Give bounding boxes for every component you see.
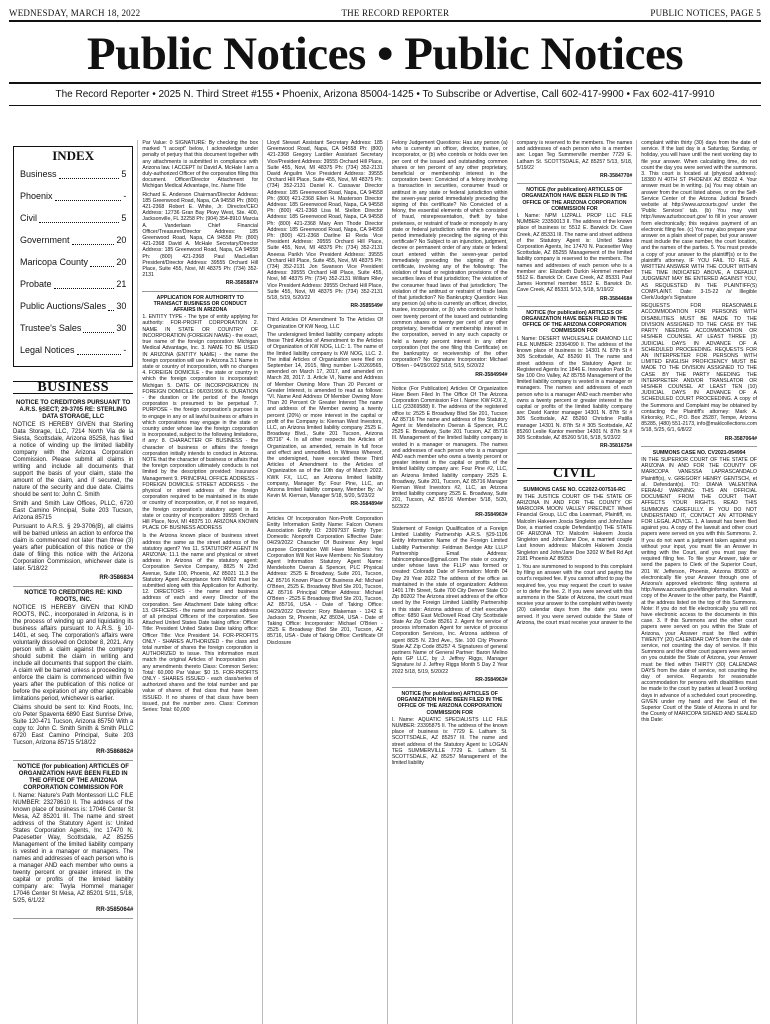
notice-heading: APPLICATION FOR AUTHORITY TO TRANSACT BUSINESS OR CONDUCT AFFAIRS IN ARIZONA — [153, 294, 247, 314]
masthead: Public Notices • Public Notices — [86, 28, 684, 80]
notices-col5 — [517, 140, 633, 626]
notice-divider — [13, 760, 133, 761]
section-title-business: BUSINESS — [13, 381, 133, 394]
notice-text: IN THE SUPERIOR COURT OF THE STATE OF ARIZONA IN AND FOR THE COUNTY OF MARICOPA VANESSA LAPRASCANDALO Plaintiff(s), v. GREGORY HENRY GENTSCH, et al. Defendant(s). TO: DIANA VALENTINA FERAHU WARNING: THIS AN OFFICIAL DOCUMENT FROM THE COURT THAT AFFECTS YOUR RIGHTS. READ THIS SUMMONS CAREFULLY. IF YOU DO NOT UNDERSTAND IT, CONTACT AN ATTORNEY FOR LEGAL ADVICE. 1. A lawsuit has been filed against you. A copy of the lawsuit and other court papers were served on you with this Summons. 2. If you do not want a judgment taken against you without your input, you must file an Answer in writing with the Court, and you must pay the required filing fee. To file your Answer, take or send the papers to Clerk of the Superior Court, 201 W. Jefferson, Phoenix, Arizona 85003 or electronically file your Answer through one of Arizona's approved electronic filing systems at http://www.azcourts.gov/efilinginformation. Mail a copy of the Answer to the other party, the Plaintiff, at the address listed on the top of this Summons. Note: If you do not file electronically you will not have electronic access to the documents in this case. 3. If this Summons and the other court papers were served on you within the State of Arizona, your Answer must be filed within TWENTY (20) CALENDAR DAYS from the date of service, not counting the day of service. If this Summons and the other court papers were served on you outside the State of Arizona, your Answer must be filed within THIRTY (30) CALENDAR DAYS from the date of service, not counting the day of service. Requests for reasonable accommodation for persons with disabilities must be made to the court by parties at least 3 working days in advance of a scheduled court proceeding. GIVEN under my hand and the Seal of the Superior Court of the State of Arizona in and for the County of MARICOPA SIGNED AND SEALED this Date: — [641, 456, 758, 724]
index-leader-dots — [39, 207, 119, 223]
notices-col3 — [267, 140, 383, 646]
notice-heading: NOTICE (for publication) ARTICLES OF ORGANIZATION HAVE BEEN FILED IN THE OFFICE OF THE ARIZONA CORPORATION COMMISSION FOR — [521, 309, 628, 335]
index-row — [20, 251, 126, 273]
index-page-number: 20 — [116, 257, 127, 267]
contact-rule — [9, 105, 761, 106]
index-leader-dots — [90, 251, 114, 267]
index-page-number: - — [123, 191, 127, 201]
index-page-number: 20 — [116, 235, 127, 245]
notice-text: Articles Of Incorporation Non-Profit Corporation Entity Information Entity Name: Falcon Owners Association Entity ID: 23097937 Entity Type: Domestic Nonprofit Corporation Effective Date: 04/29/2022 Character Of Business: Any legal purpose Corporation Will Have Members: Yes Corporation Will Not Have Members: No Statutory Agent Information Statutory Agent Name: Mendelsohn Oseran & Spencer, PLC Physical Address: 2525 E Broadway, Suite 201, Tucson, AZ 85716 Known Place Of Business Ad: Michael O'Brien, 2525 E. Broadway Blvd Ste 201, Tucson, AZ 85716 Principal Officer Address: Michael O'Brien - 2525 E Broadway Blvd Ste 201, Tucson, AZ 85716, USA - Date of Taking Office: 04/29/2022 Director: Rory Blakeman - 1242 E Jackson St, Phoenix, AZ 85034, USA - Date of Taking Office: Incorporator: Michael O'Brien - 2525 E Broadway Blvd Ste 201, Tucson, AZ 85716, USA - Date of Taking Office: Certificate Of Disclosure — [267, 515, 383, 646]
index-leader-dots — [83, 317, 114, 333]
notice-heading: NOTICE (for publication) ARTICLES OF ORGANIZATION HAVE BEEN FILED IN THE OFFICE OF THE ARIZONA CORPORATION COMMISSION FOR — [17, 764, 129, 791]
notice-text: 1. ENTITY TYPE - The type of entity applying for authority: FOR-PROFIT CORPORATION 2. NAME IN STATE OR COUNTRY OF INCORPORATION (FOREIGN NAME) - the exact, true name of the foreign corporation: Michigan Medical Advantage, Inc. 3. NAME TO BE USED IN ARIZONA (ENTITY NAME) - the name the foreign corporation will use in Arizona 3.1 Name in state or country of incorporation, with no changes 4. FOREIGN DOMICILE - the state or country in which the foreign corporation is incorporated: Michigan 5. DATE OF INCORPORATION IN FOREIGN DOMICILE: 06/03/1996 6. DURATION - the duration or life period of the foreign corporation is presumed to be perpetual 7. PURPOSE - the foreign corporation's purpose is to engage in any or all lawful business or affairs in which corporations may engage in the state or country under whose law the foreign corporation is incorporated, subject to the following limitations, if any: 8. CHARACTER OF BUSINESS - the character of business or affairs the foreign corporation initially intends to conduct in Arizona. NOTE that the character of business or affairs that the foreign corporation ultimately conducts is not limited by the description provided: Insurance Management 9. PRINCIPAL OFFICE ADDRESS - FOREIGN DOMICILE STREET ADDRESS - the physical or street address of the foreign corporation required to be maintained in its state or country of incorporation, or, if not so required, the foreign corporation's statutory agent in its state or country of incorporation: 39555 Orchard Hill Place, Novi, MI 48375 10. ARIZONA KNOWN PLACE OF BUSINESS ADDRESS — [142, 314, 259, 532]
column-3 — [263, 140, 388, 1024]
index-page-number: 30 — [116, 301, 127, 311]
notice-divider — [517, 453, 633, 454]
notice-divider — [142, 291, 258, 292]
notice-heading: NOTICE TO CREDITORS RE: KIND ROOTS, INC. — [24, 590, 123, 603]
notices-col4 — [392, 140, 508, 767]
notice-divider — [267, 313, 383, 314]
contact-line: The Record Reporter • 2025 N. Third Street #155 • Phoenix, Arizona 85004-1425 • To Subscribe or Advertise, Call 602-417-9900 • Fax 602-417-9910 — [55, 89, 715, 100]
notice-code: RR-3584468# — [599, 295, 633, 302]
notice-code: RR-3585064# — [96, 907, 134, 913]
index-row — [20, 163, 126, 185]
notice-divider — [392, 522, 508, 523]
notice-divider — [641, 446, 757, 447]
index-label: Public Auctions/Sales — [20, 301, 107, 311]
section-title-civil: CIVIL — [517, 468, 633, 480]
notice-code: RR-3585549# — [350, 303, 383, 310]
index-row — [20, 317, 126, 339]
notice-code: RR-3586862# — [96, 749, 134, 755]
notice-text: Lloyd Stewart Assistant Secretary Address: 185 Greenwood Road, Napa, CA 94558 Ph: (800) 421-2368 Gregory Lardiier Assistant Secretary Vice/President Address: 39555 Orchard Hill Place, Suite 455, Novi, MI 48375 Ph: (734) 352-2131 David Anguilm Vice President Address: 39555 Orchard Hill Place, Suite 455, Novi, MI 48375 Ph: (734) 352-2131 Daniel K. Cassavar Director Address: 185 Greenwood Road, Napa, CA 94558 Ph: (800) 421-2368 Ellen H. Masterson Director Address: 185 Greenwood Road, Napa, CA 94558 Ph: (800) 421-2368 Lisa M. Stellon Director Address: 185 Greenwood Road, Napa, CA 94558 Ph: (800) 421-2368 Mary Ann Thode Director Address: 185 Greenwood Road, Napa, CA 94558 Ph: (800) 421-2368 Darline El Reda Vice President Address: 39555 Orchard Hill Place, Suite 455, Novi, MI 48375 Ph: (734) 352-2131 Aneesa Parikh Vice President Address: 39555 Orchard Hill Place, Suite 455, Novi, MI 48375 Ph: (734) 352-2131 Jon Swanson Vice President Address: 39555 Orchard Hill Place, Suite 455, Novi, MI 48375 Ph: (734) 352-2131 William Riley Vice President Address: 39555 Orchard Hill Place, Suite 455, Novi, MI 48375 Ph: (734) 352-2131 5/18, 5/19, 5/20/22 — [267, 140, 383, 302]
notice-text: Richard E. Anderson Chairman/Director Address: 185 Greenwood Road, Napa, CA 94558 Ph: (800) 421-2368 Robert E. White, Jr. Director/CEO Address: 12736 Gran Bay Pkwy West, Ste. 400, Jacksonville, FL 32258 Ph: (904) 354-8910 Marcia A. Vanderlaan Chief Financial Officer/Treasurer/Director Address: 185 Greenwood Road, Napa, CA 94558 Ph: (800) 421-2368 David A. McHale Secretary/Director Address: 185 Greenwood Road, Napa, CA 94558 Ph: (800) 421-2368 Paul MacLellan President/Director Address: 39555 Orchard Hill Place, Suite 455, Novi, MI 48375 Ph: (734) 352-2131 — [142, 191, 259, 279]
notice-text: I. Name: NPM LIZPALL PROP LLC FILE NUMBER: 23350013 II. The address of the known place of business is: 5512 E. Barwick Dr. Cave Creek, AZ 85331 III. The name and street address of the Statutory Agent is: United States Corporation Agents, Inc 17470 N. Pacesetter Way Scottsdale, AZ 85255 Management of the limited liability company is reserved to the members. The names and addresses of each person who is a member are: Elizabeth Durkin Hommel member 5512 E. Barwick Dr. Cave Creek, AZ 85331 Paul James Hommel member 5512 E. Barwick Dr. Cave Creek, AZ 85331 5/13, 5/18, 5/19/22 — [516, 213, 633, 294]
notices-col6 — [641, 140, 757, 724]
notice-text: I. Name: AQUATIC SPECIALISTS LLC FILE NUMBER: 23395875 II. The address of the known place of business is: 7729 E. Latham St. SCOTTSDALE, AZ 85257 III. The name and street address of the Statutory Agent is: LOGAN TEG SUMMERVILLE 7729 E. Latham St. SCOTTSDALE, AZ 85257 Management of the limited liability — [391, 716, 508, 767]
notice-text: complaint within thirty (30) days from the date of service. If the last day is a Saturday, Sunday, or holiday, you will have until the next working day to file your answer. When calculating time, do not count the day you were served with the summons. 3. This court is located at (physical address): 18380 N 40TH ST PHOENIX AZ 85032 4. Your answer must be in writing. (a) You may obtain an answer from the court listed above, or on the Self-Service Center of the Arizona Judicial Branch website at http://www.azcourts.gov/ under the 'Public Services' tab. (b) You may visit http://www.azturbocourt.gov/ to fill in your answer form electronically; this requires payment of an electronic filing fee. (c) You may also prepare your answer on a plain sheet of paper, but your answer must include the case number, the court location, and the names of the parties. 5. You must provide a copy of your answer to the plaintiff(s) or to the plaintiff's attorney. IF YOU FAIL TO FILE A WRITTEN ANSWER WITH THE COURT WITHIN THE TIME INDICATED ABOVE, A DEFAULT JUDGMENT MAY BE ENTERED AGAINST YOU, AS REQUESTED IN THE PLAINTIFF(S) COMPLAINT. Date: 3-15-22 /s/ Illegible Clerk/Judge's Signature — [641, 140, 758, 302]
notice-text: Felony Judgement Questions: Has any person (a) who is currently an officer, director, trustee, or incorporator, or (b) who controls or holds over ten per cent of the issued and outstanding common shares or ten percent of any other proprietary, beneficial or membership interest in the corporation been: Convicted of a felony involving a transaction in securities, consumer fraud or antitrust in any state or federal jurisdiction within the seven-year period immediately preceding the signing of this certificate? No Convicted of a felony, the essential elements of which consisted of fraud, misrepresentation, theft by false pretenses, or restraint of trade or monopoly in any state or federal jurisdiction within the seven-year period immediately preceding the signing of this certificate? No Subject to an injunction, judgment, decree or permanent order of any state or federal court entered within the seven-year period immediately preceding the signing of this certificate, involving any of the following: The violation of fraud or registration provisions of the securities laws of that jurisdiction; The violation of the consumer fraud laws of that jurisdiction; The violation of the antitrust or restraint of trade laws of that jurisdiction? No Bankruptcy Question: Has any person (a) who is currently an officer, director, trustee, incorporator, or (b) who controls or holds over twenty percent of the issued and outstanding common shares or twenty per cent of any other proprietary, beneficial or membership interest in the corporation, served in any such capacity or held a twenty percent interest in any other corporation (not the one filing this Certificate) on the bankruptcy or receivership of the other corporation? No Signature Incorporator: Michael O'Brien - 04/29/2022 5/18, 5/19, 5/20/22 — [391, 140, 508, 370]
index-row — [20, 339, 126, 361]
notice-text: NOTICE IS HEREBY GIVEN that Sterling Data Storage, LLC, 7214 North Via de la Siesta, Scottsdale, Arizona 85258, has filed a notice of winding up the limited liability company with the Arizona Corporation Commission. Please submit all claims in writing and include all documents that support the basis of your claim, state the amount of the claim, and if secured, the nature of the security and due date. Claims should be sent to: John C. Smith — [13, 422, 134, 498]
masthead-rule — [9, 82, 761, 84]
index-label: Phoenix — [20, 191, 53, 201]
notice-divider — [13, 586, 133, 587]
notice-text: Smith and Smith Law Offices, PLLC, 6720 East Camino Principal, Suite 203 Tucson, Arizona 85715 — [13, 501, 134, 521]
notice-text: REQUESTS FOR REASONABLE ACCOMMODATION FOR PERSONS WITH DISABILITIES MUST BE MADE TO THE DIVISION ASSIGNED TO THE CASE BY THE PARTY NEEDING ACCOMMODATION OR HIS/HER COUNSEL AT LEAST THREE (3) JUDICIAL DAYS IN ADVANCE OF A SCHEDULED PROCEEDING. REQUESTS FOR AN INTERPRETER FOR PERSONS WITH LIMITED ENGLISH PROFICIENCY MUST BE MADE TO THE DIVISION ASSIGNED TO THE CASE BY THE PARTY NEEDING THE INTERPRETER AND/OR TRANSLATOR OR HIS/HER COUNSEL AT LEAST TEN (10) JUDICIAL DAYS IN ADVANCE OF A SCHEDULED COURT PROCEEDING. A copy of the Summons and Complaint may be obtained by contacting the Plaintiff's attorney: Mark A. Kirkorsky, P.C., P.O. Box 25287, Tempe, Arizona 85285, (480) 551-2173, info@maklcollections.com 5/18, 5/25, 6/1, 6/8/22 — [641, 303, 758, 434]
index-page-number: 5 — [121, 169, 127, 179]
notice-code: RR-3587064# — [724, 435, 758, 442]
notice-heading: NOTICE TO CREDITORS PURSUANT TO A.R.S. §SECT; 29-3705 RE: STERLING DATA STORAGE, LLC — [16, 400, 131, 420]
notice-divider — [267, 512, 383, 513]
index-page-number: 30 — [116, 323, 127, 333]
notice-text: Third Articles Of Amendment To The Articles Of Organization Of KW Neog, LLC — [267, 317, 383, 330]
notice-text: 1. You are summoned to respond to this complaint by filing an answer with the court and paying the court's required fee. If you cannot afford to pay the required fee, you may request the court to waive or to defer the fee. 2. If you were served with this summons in the State of Arizona, the court must receive your answer to the complaint within twenty (20) calendar days from the date you were served. If you were served outside the State of Arizona, the court must receive your answer to the — [516, 563, 633, 626]
notice-code: RR-3584963# — [475, 676, 508, 683]
column-2 — [138, 140, 263, 1024]
paper-name: THE RECORD REPORTER — [341, 8, 450, 18]
notice-heading: NOTICE (for publication) ARTICLES OF ORGANIZATION HAVE BEEN FILED IN THE OFFICE OF THE ARIZONA CORPORATION COMMISSION FOR — [396, 691, 503, 716]
issue-date: WEDNESDAY, MARCH 18, 2022 — [9, 8, 141, 18]
notice-text: The undersigned limited liability company adopts these Third Articles of Amendment to the Articles of Organization of KW NOG, LLC: 1. The name of the limited liability company is KW NOG, LLC. 2. The initial Articles of Organization were filed on September 14, 2015, filing number L-20269565, amended on March 17, 2017, and amended on March 28, 2017. 3. Article VI, Name and Address of Member Owning More Than 20 Percent or Greater Interest, is amended to read as follows: "VI. Name And Address Of Member Owning More Than 20 Percent Or Greater Interest The name and address of the Member owning a twenty percent (20%) or more interest in the capital or profit of the Company is: Kiernan West Investors, LLC, an Arizona limited liability company 2525 E. Broadway Blvd., Suite 201 Tucson, Arizona 85716" 4. In all other respects the Articles of Organization, as amended, remain in full force and effect and unmodified. In Witness Whereof, the undersigned, have executed these Third Articles of Amendment to the Articles of Organization as of the 10th day of March 2022. KWK FX, LLC, an Arizona limited liability company, Manager By: Four Pine, LLC, an Arizona limited liability company, Member By: /s/ Kevin M. Kiernan, Manager 5/18, 5/20, 5/23/22 — [267, 331, 383, 500]
index-leader-dots — [55, 185, 122, 201]
index-row — [20, 185, 126, 207]
index-label: Business — [20, 169, 57, 179]
notice-text: I. Name: DESERT WHOLESALE DIAMOND LLC FILE NUMBER: 23364090 II. The address of the known place of business is: 14301 N. 87th St # 305 Scottsdale, AZ 85260 III. The name and street address of the Statutory Agent is: Registered Agents Inc 1846 E. Innovation Park Dr. Ste 100 Oro Valley, AZ 85755 Management of the limited liability company is vested in a manager or managers. The names and addresses of each person who is a manager AND each member who owns a twenty percent or greater interest in the capital or profits of the limited liability company are: David Kantor manager 14301 N. 87th St # 305 Scottsdale, AZ 85260 Christine Patilla manager 14301 N. 87th St # 305 Scottsdale, AZ 85260 Leslie Kantor member 14301 N. 87th St # 305 Scottsdale, AZ 85260 5/16, 5/18, 5/23/22 — [516, 335, 633, 441]
index-page-number: 21 — [116, 279, 127, 289]
notice-code: RR-3584770# — [599, 173, 633, 180]
index-label: Government — [20, 235, 70, 245]
index-row — [20, 273, 126, 295]
index-label: Trustee's Sales — [20, 323, 82, 333]
notice-divider — [517, 183, 633, 184]
notice-text: Pursuant to A.R.S. § 29-3706(B), all claims will be barred unless an action to enforce the claim is commenced not later than three (3) years after publication of this notice or the date of filing this notice with the Arizona Corporation Commission, whichever date is later. 5/18/22 — [13, 524, 134, 572]
column-5 — [513, 140, 638, 1024]
notice-text: Statement of Foreign Qualification of a Foreign Limited Liability Partnership A.R.S. §29-1106 Entity Information Name of the Foreign Limited Liability Partnership: Feldman Berdge Altz LLLP Partnership Email Address: fabincompliance@gmail.com The state or country under whose laws the FLLP was formed or created: Colorado Date of Formation: Month 04 Day 29 Year 2022 The address of the office as maintained in the state of organization: Address 1401 17th Street, Suite 700 City Denver State CO Zip 80202 The Arizona street address of the office used by the Foreign Limited Liability Partnership in this state: Arizona address of chief executive office: 6850 East McDowell Road City Scottsdale State Az Zip Code 85261 2. Agent for service of process information Agent for service of process Corporation Services, Inc. Arizona address of agent 8825 N. 23rd Ave., Ste. 100 City Phoenix State AZ Zip Code 85257 4. Signatures of general partners Name of General Partner: Baron Melino Apis GP LLC, by J. Jeffrey Riggs, Manager Signature /s/ J. Jeffrey Riggs Month 5 Day 2 Year 2022 5/18, 5/19, 5/20/22 — [391, 525, 508, 675]
notice-divider — [517, 306, 633, 307]
notice-text: NOTICE IS HEREBY GIVEN that KIND ROOTS, INC., incorporated in Arizona, is in the process of winding up and liquidating its business affairs pursuant to A.R.S. § 10-1401, et seq. The corporation's affairs were voluntarily dissolved on October 8, 2021. Any person with a claim against the company should submit the claim in writing and include all documents that support the claim. A claim will be barred unless a proceeding to enforce the claim is commenced within five years after the publication of this notice or before the expiration of any other applicable limitations period, whichever is earlier. — [13, 605, 134, 702]
notice-text: IN THE JUSTICE COURT OF THE STATE OF ARIZONA IN AND FOR THE COUNTY OF MARICOPA MOON VALLEY PRECINCT Wheel Financial Group, LLC dba Loanmart, Plaintiff, vs. Malcolm Hakeem Joscia Singleton and John/Jane Doe, a married couple Defendant(s) THE STATE OF ARIZONA TO: Malcolm Hakeem Joscia Singleton and John/Jane Doe, a married couple Last known address: Malcolm Hakeem Joscia Singleton and John/Jane Doe 3202 W Bell Rd Apt 2181 Phoenix AZ 85053 — [516, 493, 633, 562]
index-label: Maricopa County — [20, 257, 89, 267]
notice-code: RR-3584894# — [350, 501, 383, 508]
index-leader-dots — [59, 163, 120, 179]
top-bar — [9, 8, 761, 18]
index-leader-dots — [72, 229, 115, 245]
notice-heading: NOTICE (for publication) ARTICLES OF ORGANIZATION HAVE BEEN FILED IN THE OFFICE OF THE ARIZONA CORPORATION COMMISSION FOR — [521, 187, 628, 212]
index-label: Civil — [20, 213, 37, 223]
notice-divider — [13, 918, 133, 919]
index-list — [20, 163, 126, 361]
column-1 — [9, 140, 138, 1024]
index-leader-dots — [108, 295, 114, 311]
notice-code: RR-3584963# — [475, 511, 508, 518]
index-row — [20, 229, 126, 251]
index-leader-dots — [54, 273, 115, 289]
page-section: PUBLIC NOTICES, PAGE 5 — [650, 8, 761, 18]
notices-col1 — [13, 400, 133, 919]
columns — [9, 140, 761, 1024]
notice-text: Claims should be sent to: Kind Roots, Inc. c/o Peter Spaventa 6890 East Sunrise Drive, Suite 120-471 Tucson, Arizona 85750 With a copy to: John C. Smith Smith & Smith PLLC 6720 East Camino Principal, Suite 203 Tucson, Arizona 85715 5/18/22 — [13, 705, 134, 746]
notices-col2 — [142, 140, 258, 713]
notice-text: Par Value: 0 SIGNATURE: By checking the box marked "I accept" below, I acknowledge under penalty of perjury that this document together with any attachments is submitted in compliance with Arizona law. I ACCEPT /s/ David A. McHale I am a duly-authorized Officer of the corporation filing this document. Officer/Director Attachment for Michigan Medical Advantage, Inc. Name Title — [142, 140, 259, 190]
index-row — [20, 295, 126, 317]
column-6 — [637, 140, 761, 1024]
column-4 — [388, 140, 513, 1024]
index-leader-dots — [77, 339, 122, 355]
notice-divider — [392, 382, 508, 383]
notice-text: I. Name: Nature's Path Montessori LLC FILE NUMBER: 23278610 II. The address of the known place of business is: 17046 Center St Mesa, AZ 85201 III. The name and street address of the Statutory Agent is: United States Corporation Agents, Inc 17470 N. Pacesetter Way, Scottsdale, AZ 85255 Management of the limited liability company is vested in a manager or managers. The names and addresses of each person who is a manager AND each member who owns a twenty percent or greater interest in the capital or profits of the limited liability company are: Twyla Hommel manager 17046 Center St Mesa, AZ 85201 5/11, 5/18, 5/25, 6/1/22 — [13, 793, 134, 904]
index-box — [13, 146, 133, 367]
notice-code: RR-3586834 — [99, 575, 134, 581]
notice-text: Notice (For Publication) Articles Of Organization Have Been Filed In The Office Of The Arizona Corporation Commission For I. Name: KW FOX 2, LLC (23369588) II. The address of the registered office is: 2525 E Broadway Blvd Ste 201, Tucson AZ 85716 The name and address of the Statutory Agent is: Mendelsohn Oseran & Spencer, PLC 2525 E. Broadway, Suite 201 Tucson, AZ 85716 III. Management of the limited liability company is vested in a manager or managers. The names and addresses of each person who is a manager AND each member who owns a twenty percent or greater interest in the capital or profits of the limited liability company are: Four Pine #2, LLC, an Arizona limited liability company 2525 E. Broadway, Suite 201, Tucson, AZ 85716 Manager Kiernan West Investors #2, LLC, an Arizona limited liability company 2525 E. Broadway, Suite 201, Tucson, AZ 85716 Member 5/18, 5/20, 5/23/22 — [391, 385, 508, 510]
notice-code: RR-3584994# — [475, 371, 508, 378]
index-title: INDEX — [52, 148, 95, 163]
index-row — [20, 207, 126, 229]
index-page-number: - — [123, 345, 127, 355]
notice-code: RR-3585887# — [225, 280, 259, 287]
notice-heading: SUMMONS CASE NO. CC2022-007516-RC — [523, 486, 626, 493]
notice-text: company is reserved to the members. The names and addresses of each person who is a member are: Logan Teg Summerville member 7729 E. Latham St. SCOTTSDALE, AZ 85257 5/13, 5/18, 5/19/22 — [516, 140, 633, 171]
notice-code: RR-3581675# — [599, 443, 633, 450]
index-label: Probate — [20, 279, 52, 289]
notice-divider — [392, 687, 508, 688]
top-rule — [9, 20, 761, 22]
index-label: Legal Notices — [20, 345, 75, 355]
notice-text: Is the Arizona known place of business street address the same as the street address of the statutory agent? Yes 11. STATUTORY AGENT IN ARIZONA: 11.1 the name and physical or street address in Arizona of the statutory agent: Corporation Service Company, 8825 N 23rd Avenue, Suite 100, Phoenix, AZ 85021 11.3 the Statutory Agent Acceptance form M002 must be submitted along with this Application for Authority. 12. DIRECTORS - the name and business address of each and every Director of the corporation. See Attachment Date taking office: 13. OFFICERS - the name and business address of all principal Officers of the corporation. See Attached United States Date taking office: Officer Title: President United States Date taking office: Officer Title: Vice President 14. FOR-PROFITS ONLY - SHARES AUTHORIZED - the class and total number of shares the foreign corporation is AUTHORIZED to issue. This information must match the original Articles of Incorporation plus any amendments thereto Class: Common Series: Total: 60,000 Par Value: $0 15. FOR-PROFITS ONLY - SHARES ISSUED - each class/series of authorized shares and the total number and par value of shares of that class that have been ISSUED. If no shares of that class have been issued, put the number zero. Class: Common Series: Total: 60,000 — [142, 533, 259, 714]
index-page-number: 5 — [121, 213, 127, 223]
notice-heading: SUMMONS CASE NO. CV2021-054994 — [652, 449, 746, 456]
